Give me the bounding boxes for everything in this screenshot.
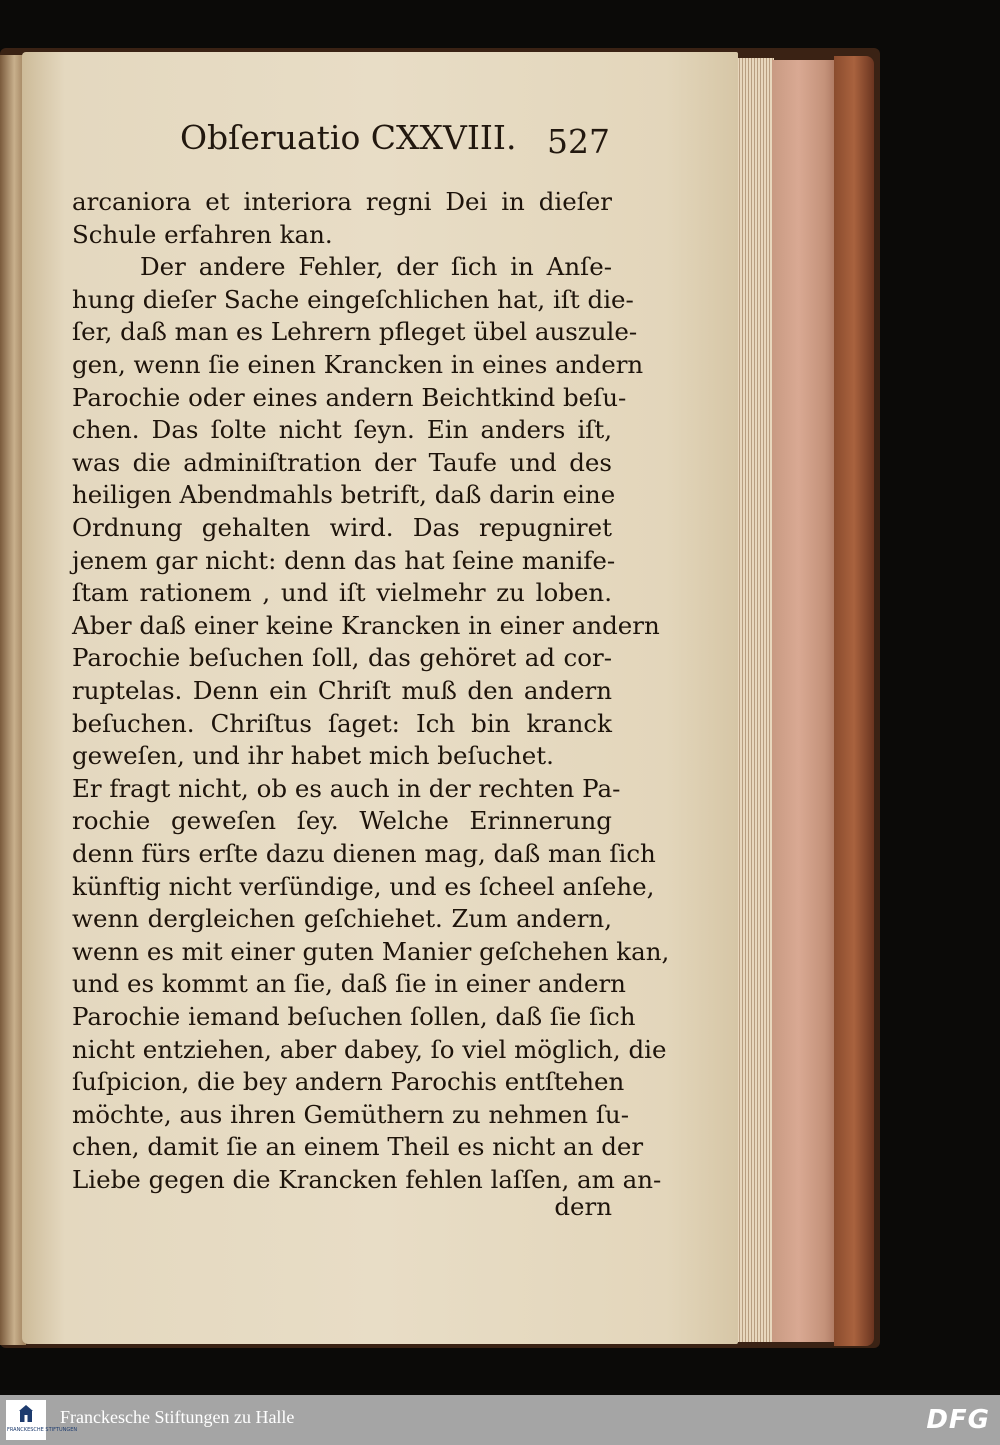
- text-line: gen, wenn ſie einen Krancken in eines andern: [72, 350, 644, 379]
- text-line: Der andere Fehler, der ſich in Anſe-: [140, 252, 612, 282]
- text-line: Liebe gegen die Krancken fehlen laſſen, am an-: [72, 1165, 662, 1194]
- text-line: geweſen, und ihr habet mich beſuchet.: [72, 741, 554, 771]
- page-stack-edges: [734, 58, 774, 1342]
- text-line: künftig nicht verſündige, und es ſcheel anſehe,: [72, 871, 655, 901]
- text-line: Ordnung gehalten wird. Das repugniret: [72, 513, 612, 542]
- running-title: Obſeruatio CXXVIII.: [180, 118, 517, 157]
- institution-name: Franckesche Stiftungen zu Halle: [60, 1407, 295, 1427]
- text-line: Er fragt nicht, ob es auch in der rechten Pa-: [72, 773, 621, 803]
- text-line: chen, damit ſie an einem Theil es nicht an der: [72, 1132, 644, 1162]
- text-line: rochie geweſen ſey. Welche Erinnerung: [72, 806, 612, 836]
- dfg-logo: DFG: [926, 1405, 990, 1435]
- text-line: und es kommt an ſie, daß ſie in einer andern: [72, 969, 626, 999]
- fore-edge: [772, 60, 838, 1342]
- text-line: Parochie beſuchen ſoll, das gehöret ad cor-: [72, 643, 612, 673]
- text-line: wenn dergleichen geſchiehet. Zum andern,: [72, 904, 612, 934]
- building-icon: [18, 1404, 34, 1424]
- text-line: denn fürs erſte dazu dienen mag, daß man ſich: [72, 839, 656, 868]
- text-line: arcaniora et interiora regni Dei in dieſer: [72, 187, 612, 216]
- text-line: nicht entziehen, aber dabey, ſo viel möglich, die: [72, 1034, 667, 1064]
- text-line: Parochie iemand beſuchen ſollen, daß ſie ſich: [72, 1002, 636, 1031]
- page-header: [70, 118, 614, 168]
- text-line: jenem gar nicht: denn das hat ſeine manife-: [72, 545, 616, 575]
- logo-caption: FRANCKESCHE STIFTUNGEN: [7, 1427, 78, 1433]
- text-line: möchte, aus ihren Gemüthern zu nehmen ſu-: [72, 1099, 629, 1129]
- body-text: [72, 186, 670, 1226]
- text-line: beſuchen. Chriſtus ſaget: Ich bin kranck: [72, 708, 612, 738]
- text-line: ſer, daß man es Lehrern pfleget übel auszule-: [72, 317, 638, 347]
- text-line: ruptelas. Denn ein Chriſt muß den andern: [72, 676, 612, 705]
- institution-logo: [6, 1400, 78, 1440]
- text-line: Parochie oder eines andern Beichtkind beſu-: [72, 382, 627, 412]
- text-line: ſuſpicion, die bey andern Parochis entſtehen: [72, 1067, 625, 1097]
- text-line: Aber daß einer keine Krancken in einer andern: [72, 610, 660, 640]
- text-line: heiligen Abendmahls betrift, daß darin eine: [72, 480, 616, 510]
- footer-bar: [0, 1395, 1000, 1445]
- book-cover-edge: [834, 56, 874, 1346]
- text-line: hung dieſer Sache eingeſchlichen hat, iſt die-: [72, 284, 634, 314]
- text-line: was die adminiſtration der Taufe und des: [72, 447, 612, 477]
- text-line: wenn es mit einer guten Manier geſchehen kan,: [72, 936, 670, 966]
- text-line: Schule erfahren kan.: [72, 219, 333, 249]
- page-number: 527: [547, 122, 610, 161]
- text-line: chen. Das ſolte nicht ſeyn. Ein anders iſt,: [72, 415, 612, 445]
- catchword: dern: [554, 1192, 612, 1221]
- text-line: ſtam rationem , und iſt vielmehr zu loben.: [72, 578, 612, 608]
